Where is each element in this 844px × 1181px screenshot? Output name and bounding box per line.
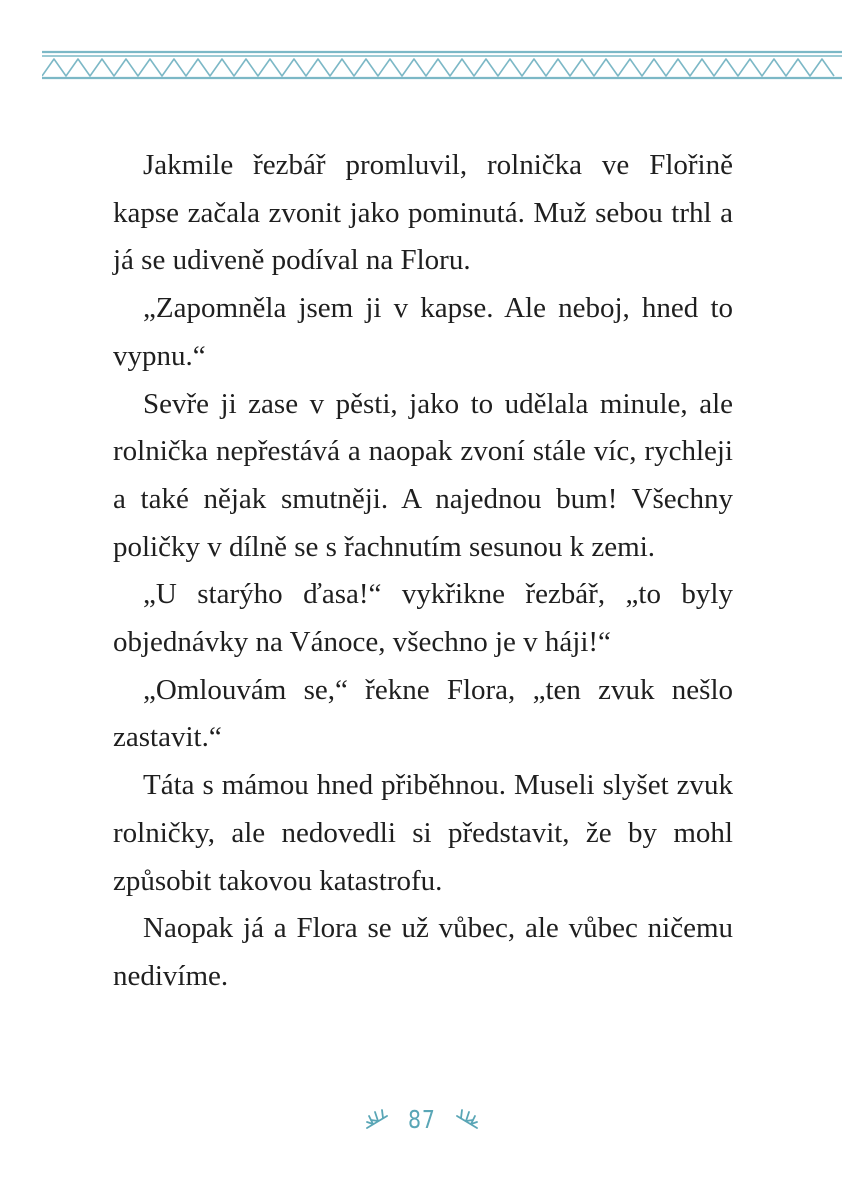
paragraph-7: Naopak já a Flora se už vůbec, ale vůbec ničemu nedivíme. (113, 912, 733, 992)
paragraph-6: Táta s mámou hned přiběhnou. Museli slyšet zvuk rolničky, ale nedovedli si představit, že by mohl způsobit takovou katastrofu. (113, 769, 733, 897)
zigzag-border-icon (42, 46, 842, 84)
right-sprig-icon (453, 1108, 479, 1130)
paragraph-3: Sevře ji zase v pěsti, jako to udělala minule, ale rolnička nepřestává a naopak zvoní stále víc, rychleji a také nějak smutněji. A najednou bum! Všechny poličky v dílně se s řachnutím sesunou k zemi. (113, 387, 733, 563)
left-sprig-icon (365, 1108, 391, 1130)
paragraph-1: Jakmile řezbář promluvil, rolnička ve Flořině kapse začala zvonit jako pominutá. Muž sebou trhl a já se udiveně podíval na Floru. (113, 149, 733, 277)
paragraph-4: „U starýho ďasa!“ vykřikne řezbář, „to byly objednávky na Vánoce, všechno je v háji!“ (113, 578, 733, 659)
paragraph-5: „Omlouvám se,“ řekne Flora, „ten zvuk nešlo zastavit.“ (113, 673, 733, 754)
page-footer (0, 1102, 844, 1136)
body-text (113, 142, 733, 1001)
top-zigzag-border (42, 46, 842, 84)
paragraph-2: „Zapomněla jsem ji v kapse. Ale neboj, hned to vypnu.“ (113, 292, 733, 372)
page-number: 87 (408, 1104, 436, 1134)
